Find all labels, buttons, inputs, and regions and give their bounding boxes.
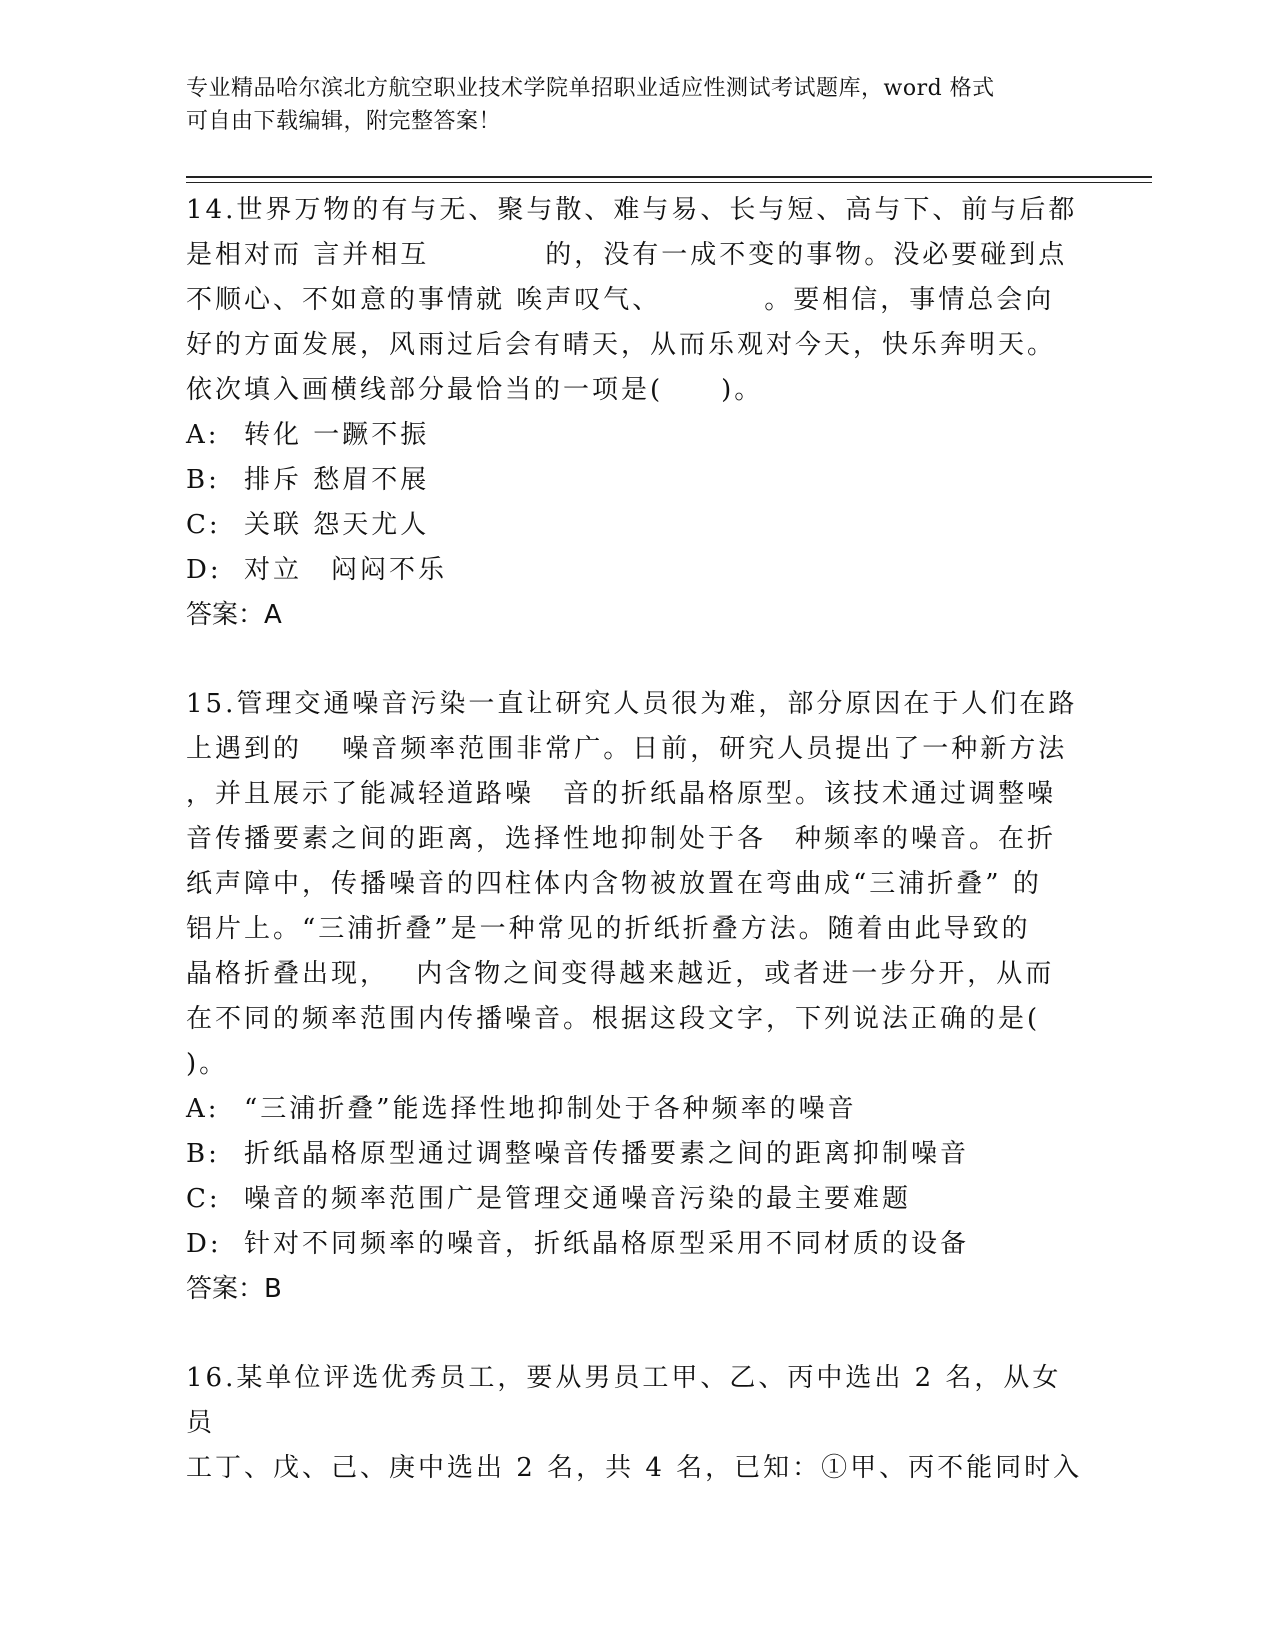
option-d <box>186 1222 1086 1267</box>
option-letter: C: <box>186 1184 221 1214</box>
option-text: 转化 一蹶不振 <box>244 420 430 450</box>
stem-line: 15.管理交通噪音污染一直让研究人员很为难，部分原因在于人们在路 <box>186 689 1078 719</box>
option-letter: C: <box>186 510 221 540</box>
question-stem <box>186 682 1086 1087</box>
option-text: 关联 怨天尤人 <box>244 510 430 540</box>
option-text: 排斥 愁眉不展 <box>244 465 430 495</box>
question-stem <box>186 1356 1086 1491</box>
answer-line: 答案：B <box>186 1274 282 1304</box>
stem-line: )。 <box>186 1049 229 1079</box>
stem-line: 依次填入画横线部分最恰当的一项是( )。 <box>186 375 764 405</box>
question-16 <box>186 1356 1086 1491</box>
answer-line: 答案：A <box>186 600 282 630</box>
stem-line: 16.某单位评选优秀员工，要从男员工甲、乙、丙中选出 2 名，从女员 <box>186 1363 1062 1438</box>
stem-line: 在不同的频率范围内传播噪音。根据这段文字，下列说法正确的是( <box>186 1004 1041 1034</box>
header-rule-thick <box>186 176 1152 178</box>
option-letter: D: <box>186 1229 222 1259</box>
option-text: 折纸晶格原型通过调整噪音传播要素之间的距离抑制噪音 <box>244 1139 970 1169</box>
option-c <box>186 503 1086 548</box>
option-text: 针对不同频率的噪音，折纸晶格原型采用不同材质的设备 <box>244 1229 970 1259</box>
question-stem <box>186 188 1086 413</box>
option-a <box>186 413 1086 458</box>
option-letter: B: <box>186 465 220 495</box>
option-b <box>186 458 1086 503</box>
option-c <box>186 1177 1086 1222</box>
stem-line: 是相对而 言并相互 的，没有一成不变的事物。没必要碰到点 <box>186 240 1068 270</box>
option-text: “三浦折叠”能选择性地抑制处于各种频率的噪音 <box>244 1094 857 1124</box>
option-d <box>186 548 1086 593</box>
question-list <box>186 188 1086 1535</box>
option-letter: D: <box>186 555 222 585</box>
stem-line: 晶格折叠出现， 内含物之间变得越来越近，或者进一步分开，从而 <box>186 959 1055 989</box>
option-b <box>186 1132 1086 1177</box>
option-text: 对立 闷闷不乐 <box>244 555 448 585</box>
question-15 <box>186 682 1086 1312</box>
stem-line: 好的方面发展，风雨过后会有晴天，从而乐观对今天，快乐奔明天。 <box>186 330 1057 360</box>
question-14 <box>186 188 1086 638</box>
header-line-2: 可自由下载编辑，附完整答案！ <box>186 109 502 134</box>
page-header <box>186 72 1066 138</box>
header-line-1: 专业精品哈尔滨北方航空职业技术学院单招职业适应性测试考试题库，word 格式 <box>186 76 995 101</box>
stem-line: 工丁、戊、己、庚中选出 2 名，共 4 名，已知：①甲、丙不能同时入 <box>186 1453 1083 1483</box>
option-text: 噪音的频率范围广是管理交通噪音污染的最主要难题 <box>244 1184 912 1214</box>
option-letter: A: <box>186 420 220 450</box>
option-a <box>186 1087 1086 1132</box>
stem-line: 纸声障中，传播噪音的四柱体内含物被放置在弯曲成“三浦折叠” 的 <box>186 869 1042 899</box>
stem-line: 音传播要素之间的距离，选择性地抑制处于各 种频率的噪音。在折 <box>186 824 1057 854</box>
stem-line: 上遇到的 噪音频率范围非常广。日前，研究人员提出了一种新方法 <box>186 734 1068 764</box>
stem-line: 14.世界万物的有与无、聚与散、难与易、长与短、高与下、前与后都 <box>186 195 1078 225</box>
stem-line: ，并且展示了能减轻道路噪 音的折纸晶格原型。该技术通过调整噪 <box>186 779 1057 809</box>
option-letter: A: <box>186 1094 220 1124</box>
stem-line: 铝片上。“三浦折叠”是一种常见的折纸折叠方法。随着由此导致的 <box>186 914 1031 944</box>
option-letter: B: <box>186 1139 220 1169</box>
header-rule-thin <box>186 182 1152 183</box>
stem-line: 不顺心、不如意的事情就 唉声叹气、 。要相信，事情总会向 <box>186 285 1055 315</box>
